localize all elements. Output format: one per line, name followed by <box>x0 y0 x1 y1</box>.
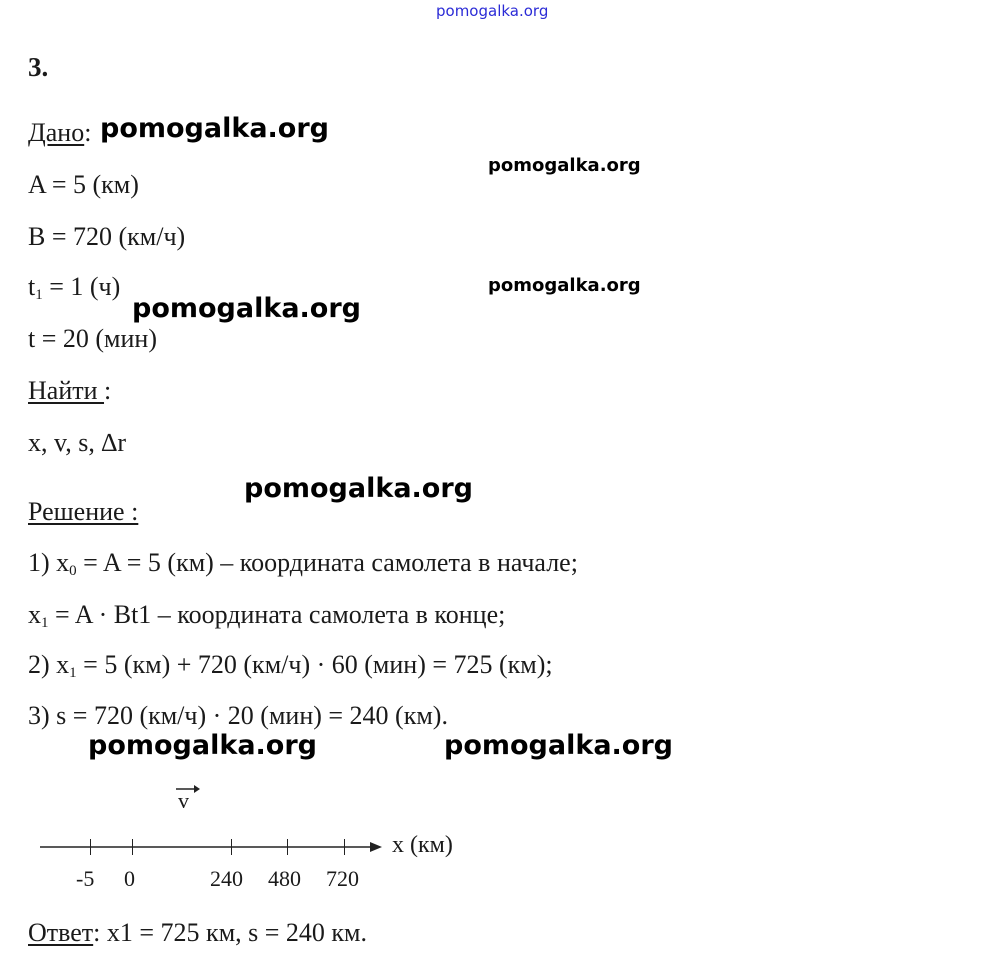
given-colon: : <box>84 118 92 147</box>
solution-step-1b <box>28 600 505 632</box>
tick-mark <box>132 839 133 855</box>
vector-arrow-head <box>194 785 200 793</box>
step2-rest: = 5 (км) + 720 (км/ч) · 60 (мин) = 725 (км); <box>76 650 553 679</box>
answer-label: Ответ <box>28 918 94 947</box>
watermark: pomogalka.org <box>488 155 641 176</box>
find-label: Найти <box>28 376 105 405</box>
watermark: pomogalka.org <box>444 730 673 761</box>
tick-mark <box>287 839 288 855</box>
axis-arrow-head <box>370 842 382 852</box>
watermark: pomogalka.org <box>244 473 473 504</box>
tick-label: -5 <box>76 866 95 891</box>
vector-label: v <box>178 788 189 813</box>
tick-mark <box>90 839 91 855</box>
find-colon: : <box>104 376 112 405</box>
watermark: pomogalka.org <box>100 113 329 144</box>
given-a: A = 5 (км) <box>28 170 139 199</box>
answer-text: : x1 = 725 км, s = 240 км. <box>93 918 368 947</box>
step1-subscript: 0 <box>69 563 77 579</box>
find-heading <box>28 376 111 406</box>
solution-step-2 <box>28 650 553 682</box>
watermark: pomogalka.org <box>132 293 361 324</box>
tick-label: 720 <box>326 866 359 891</box>
tick-label: 0 <box>124 866 135 891</box>
tick-label: 240 <box>210 866 243 891</box>
given-label: Дано <box>28 118 85 147</box>
t1-value: = 1 (ч) <box>49 272 121 301</box>
given-t: t = 20 (мин) <box>28 324 157 353</box>
tick-mark <box>344 839 345 855</box>
watermark-top: pomogalka.org <box>436 2 549 20</box>
answer <box>28 918 367 948</box>
step2-subscript: 1 <box>69 665 77 681</box>
solution-step-3: 3) s = 720 (км/ч) · 20 (мин) = 240 (км). <box>28 701 448 730</box>
tick-label: 480 <box>268 866 301 891</box>
solution-heading: Решение : <box>28 497 139 526</box>
step1b-prefix: x <box>28 600 41 629</box>
given-t1 <box>28 272 120 304</box>
given-b: B = 720 (км/ч) <box>28 222 186 251</box>
step1b-rest: = A · Bt1 – координата самолета в конце; <box>48 600 506 629</box>
step2-prefix: 2) x <box>28 650 70 679</box>
t1-subscript: 1 <box>35 287 43 303</box>
axis-label: x (км) <box>392 832 453 858</box>
step1-rest: = A = 5 (км) – координата самолета в начале; <box>76 548 578 577</box>
step1-prefix: 1) x <box>28 548 70 577</box>
watermark: pomogalka.org <box>488 275 641 296</box>
find-items: x, v, s, ∆r <box>28 428 126 457</box>
tick-mark <box>231 839 232 855</box>
step1b-subscript: 1 <box>41 615 49 631</box>
watermark: pomogalka.org <box>88 730 317 761</box>
given-heading <box>28 118 91 148</box>
problem-number: 3. <box>28 52 49 82</box>
t1-symbol: t <box>28 272 36 301</box>
solution-step-1 <box>28 548 578 580</box>
